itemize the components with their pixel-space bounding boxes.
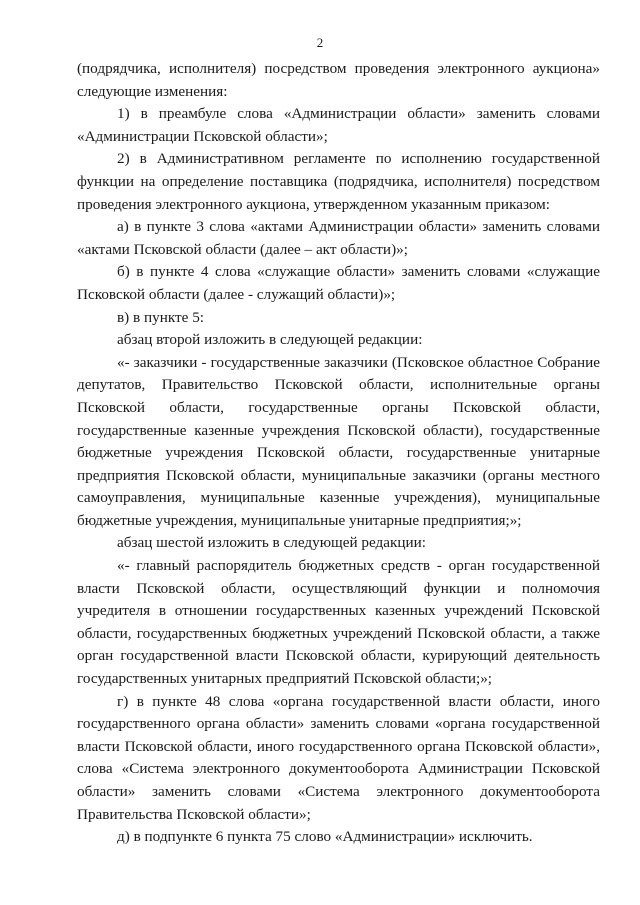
paragraph-item-2: 2) в Административном регламенте по исполнению государственной функции на определение поставщика (подрядчика, исполнителя) посредством проведения электронного аукциона, утвержденном указанным приказом: bbox=[77, 150, 600, 213]
paragraph-continuation: (подрядчика, исполнителя) посредством проведения электронного аукциона» следующие изменения: bbox=[77, 60, 600, 100]
paragraph-item-d: д) в подпункте 6 пункта 75 слово «Администрации» исключить. bbox=[117, 828, 533, 846]
page-number: 2 bbox=[316, 35, 324, 50]
paragraph-item-g: г) в пункте 48 слова «органа государственной власти области, иного государственного органа области» заменить словами «органа государственной власти Псковской области, иного государственного органа Псковской области», слова «Система электронного документооборота Администрации Псковской области» заменить словами «Система электронного документооборота Правительства Псковской области»; bbox=[77, 692, 600, 823]
document-body bbox=[77, 58, 600, 849]
paragraph-quote-customers: «- заказчики - государственные заказчики (Псковское областное Собрание депутатов, Правительство Псковской области, исполнительные органы Псковской области, государственные органы Псковской области, государственные казенные учреждения Псковской области), государственные бюджетные учреждения Псковской области, государственные унитарные предприятия Псковской области, муниципальные заказчики (органы местного самоуправления, муниципальные казенные учреждения), муниципальные бюджетные учреждения, муниципальные унитарные предприятия;»; bbox=[77, 353, 600, 529]
paragraph-item-1: 1) в преамбуле слова «Администрации области» заменить словами «Администрации Псковской области»; bbox=[77, 105, 600, 145]
paragraph-abzac-sixth: абзац шестой изложить в следующей редакции: bbox=[117, 534, 426, 552]
paragraph-quote-budget-manager: «- главный распорядитель бюджетных средств - орган государственной власти Псковской области, осуществляющий функции и полномочия учредителя в отношении государственных казенных учреждений Псковской области, государственных бюджетных учреждений Псковской области, а также орган государственной власти Псковской области, курирующий деятельность государственных унитарных предприятий Псковской области;»; bbox=[77, 557, 600, 688]
paragraph-item-b: б) в пункте 4 слова «служащие области» заменить словами «служащие Псковской области (далее - служащий области)»; bbox=[77, 263, 600, 303]
paragraph-abzac-second: абзац второй изложить в следующей редакции: bbox=[117, 331, 423, 349]
paragraph-item-a: а) в пункте 3 слова «актами Администрации области» заменить словами «актами Псковской области (далее – акт области)»; bbox=[77, 218, 600, 258]
paragraph-item-v: в) в пункте 5: bbox=[117, 308, 205, 326]
